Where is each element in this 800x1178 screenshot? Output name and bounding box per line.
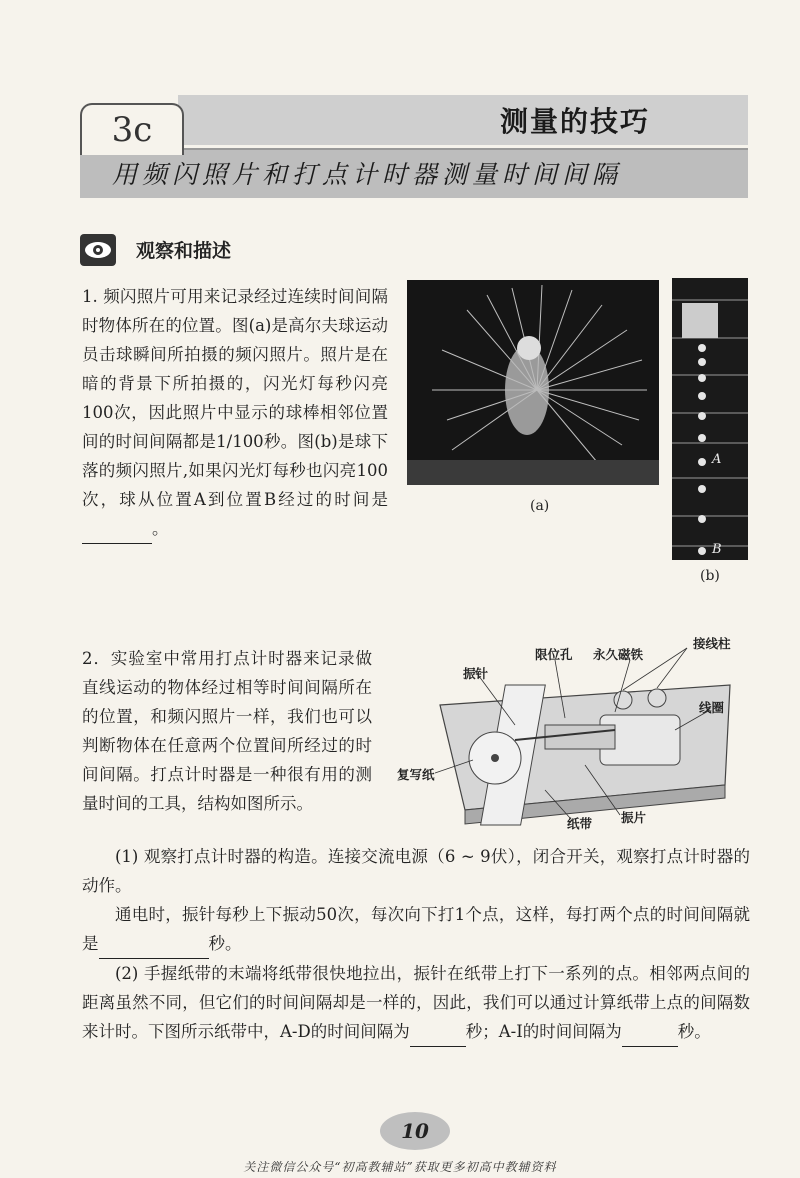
- position-a-label: A: [712, 452, 722, 467]
- main-title: 测量的技巧: [500, 105, 651, 138]
- position-b-label: B: [712, 542, 722, 557]
- label-tape: 纸带: [567, 816, 593, 831]
- label-carbon-paper: 复写纸: [397, 767, 435, 782]
- answer-blank: [82, 514, 152, 544]
- paragraph-1-end: 。: [152, 519, 169, 538]
- ticker-timer-diagram: [395, 630, 755, 830]
- golf-swing-photo: [407, 280, 659, 485]
- figure-b-caption: (b): [700, 568, 720, 584]
- page-number: 10: [380, 1112, 450, 1150]
- figure-a-caption: (a): [530, 498, 550, 514]
- section-code-badge: 3c: [80, 103, 184, 155]
- step-1-detail-unit: 秒。: [208, 934, 242, 953]
- paragraph-1-text: 1. 频闪照片可用来记录经过连续时间间隔时物体所在的位置。图(a)是高尔夫球运动员击球瞬间所拍摄的频闪照片。照片是在暗的背景下所拍摄的，闪光灯每秒闪亮100次，因此照片中显示的球棒相邻位置间的时间间隔都是1/100秒。图(b)是球下落的频闪照片,如果闪光灯每秒也闪亮100次，球从位置A到位置B经过的时间是: [82, 287, 388, 509]
- answer-blank: [410, 1017, 466, 1047]
- step-2-end: 秒。: [677, 1022, 711, 1041]
- label-coil: 线圈: [699, 700, 725, 715]
- sub-title: 用频闪照片和打点计时器测量时间间隔: [112, 160, 623, 189]
- step-1-detail: [82, 900, 750, 959]
- label-vibrating-plate: 振片: [621, 810, 647, 825]
- title-band: [178, 95, 748, 145]
- eye-icon: [80, 234, 116, 266]
- step-2-mid: 秒；A-I的时间间隔为: [465, 1022, 622, 1041]
- footer-note: 关注微信公众号“初高教辅站”获取更多初高中教辅资料: [243, 1160, 557, 1174]
- section-heading: 观察和描述: [136, 240, 232, 262]
- step-1: (1) 观察打点计时器的构造。连接交流电源（6 ~ 9伏），闭合开关，观察打点计时器的动作。: [82, 847, 750, 895]
- falling-ball-photo: [672, 278, 748, 560]
- answer-blank: [99, 929, 209, 959]
- label-magnet: 永久磁铁: [593, 647, 644, 662]
- step-2-text: (2) 手握纸带的末端将纸带很快地拉出，振针在纸带上打下一系列的点。相邻两点间的距离虽然不同，但它们的时间间隔却是一样的，因此，我们可以通过计算纸带上点的间隔数来计时。下图所示纸带中，A-D的时间间隔为: [82, 964, 750, 1041]
- label-needle: 振针: [463, 666, 489, 681]
- step-2: [82, 959, 750, 1047]
- label-limit-hole: 限位孔: [535, 647, 573, 662]
- answer-blank: [622, 1017, 678, 1047]
- step-1-detail-text: 通电时，振针每秒上下振动50次，每次向下打1个点，这样，每打两个点的时间间隔就是: [82, 905, 750, 953]
- label-terminal: 接线柱: [693, 636, 731, 651]
- paragraph-2: 2．实验室中常用打点计时器来记录做直线运动的物体经过相等时间间隔所在的位置，和频闪照片一样，我们也可以判断物体在任意两个位置间所经过的时间间隔。打点计时器是一种很有用的测量时间的工具，结构如图所示。: [82, 649, 372, 813]
- paragraph-1: [82, 282, 388, 544]
- steps-block: [82, 842, 750, 1047]
